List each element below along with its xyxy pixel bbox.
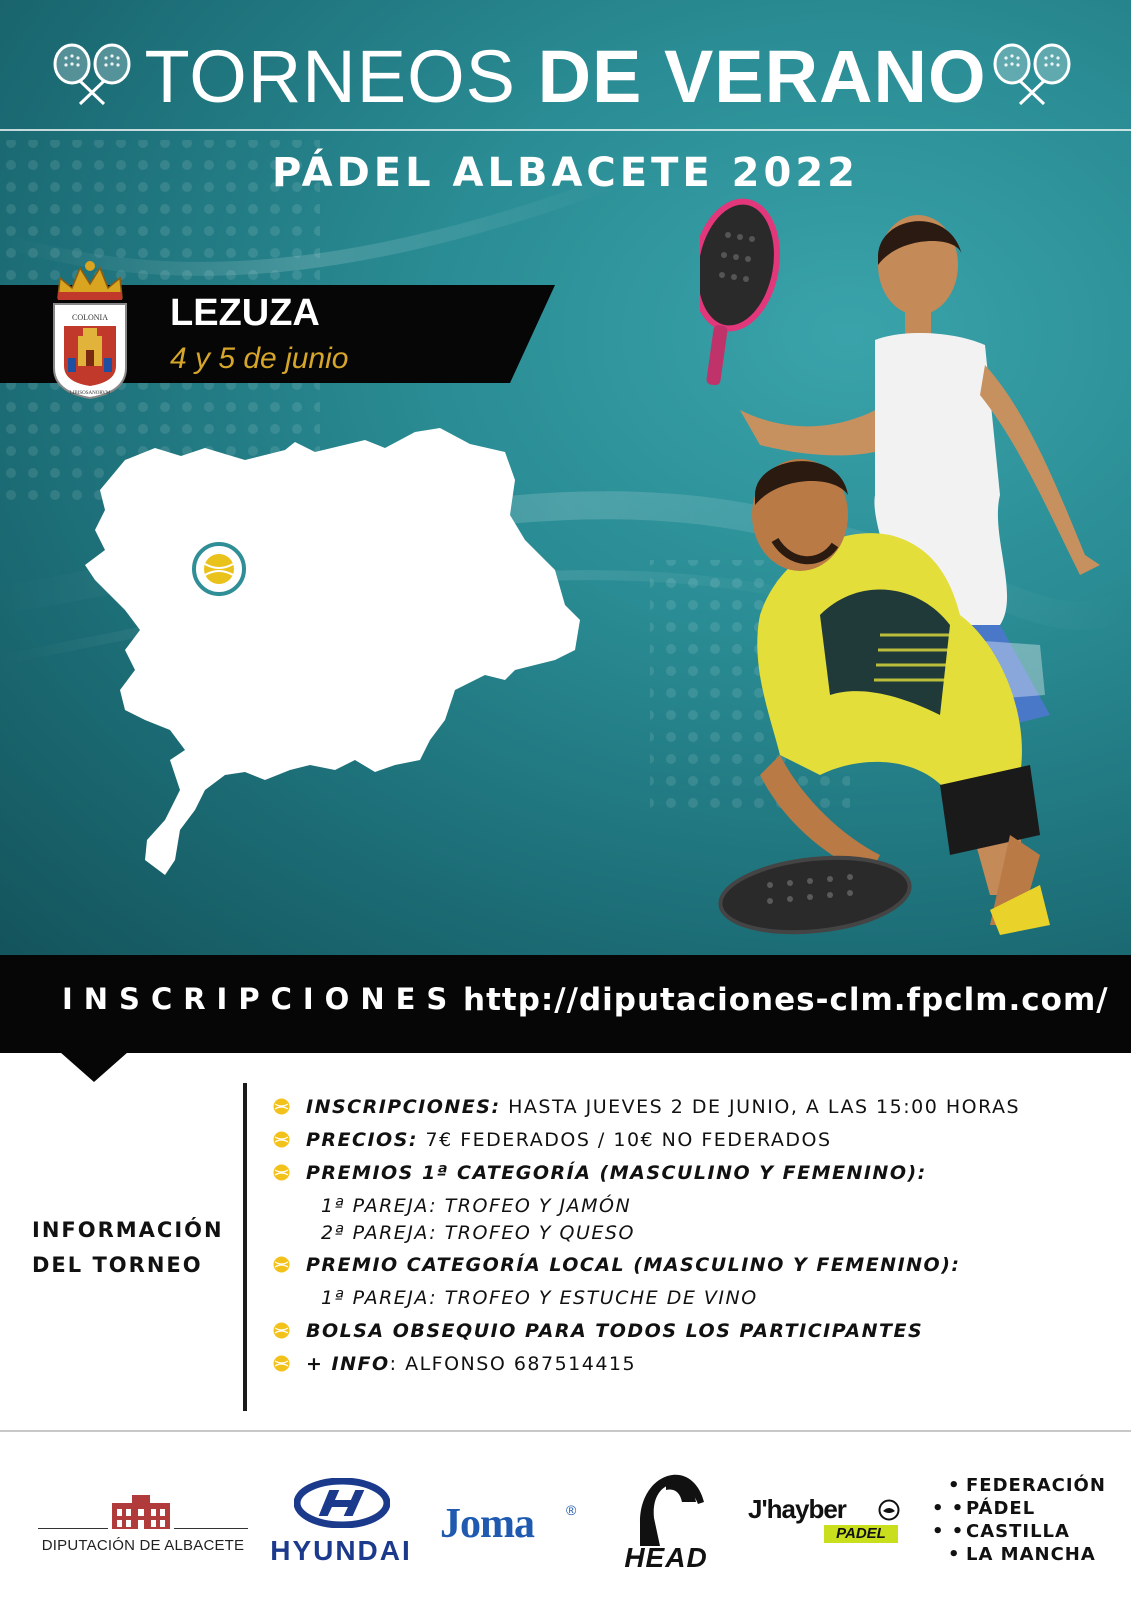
crest-bottom-text: LIBISOSANORVM <box>69 391 111 396</box>
diputacion-name: DIPUTACIÓN DE ALBACETE <box>41 1537 245 1554</box>
info-item-value: : ALFONSO 687514415 <box>389 1353 637 1375</box>
federacion-dot-icon: • <box>948 1475 961 1496</box>
crest-top-text: COLONIA <box>72 313 108 322</box>
federacion-text: CASTILLA <box>966 1521 1070 1542</box>
hyundai-logo-icon <box>294 1478 390 1528</box>
info-item-label: INSCRIPCIONES: <box>306 1096 501 1118</box>
sponsor-federacion-padel-clm <box>926 1475 1126 1585</box>
head-wordmark: HEAD <box>624 1542 708 1573</box>
sponsor-jhayber <box>748 1494 903 1554</box>
federacion-line <box>926 1498 1126 1522</box>
info-item-label: PREMIO CATEGORÍA LOCAL (MASCULINO Y FEMENINO): <box>306 1254 961 1276</box>
padel-players-illustration <box>700 195 1131 955</box>
sponsor-hyundai <box>266 1478 416 1570</box>
lezuza-coat-of-arms <box>50 258 130 400</box>
federacion-text: LA MANCHA <box>966 1544 1096 1565</box>
padel-ball-marker-icon <box>194 544 244 594</box>
info-item-label: PRECIOS: <box>306 1129 418 1151</box>
title-divider <box>0 129 1131 131</box>
title-bold: DE VERANO <box>537 35 987 118</box>
joma-wordmark: Joma <box>440 1501 534 1547</box>
info-item-label: + INFO <box>306 1353 390 1375</box>
jhayber-emblem-icon <box>878 1499 900 1521</box>
poster-title <box>0 32 1131 122</box>
info-subitem-text: 2ª PAREJA: TROFEO Y QUESO <box>321 1222 635 1244</box>
crossed-padel-rackets-icon <box>988 42 1076 106</box>
diputacion-building-icon <box>108 1495 174 1529</box>
yellow-ball-bullet-icon <box>273 1256 290 1273</box>
federacion-text: PÁDEL <box>966 1498 1036 1519</box>
poster-subtitle: PÁDEL ALBACETE 2022 <box>272 150 859 196</box>
head-logo-icon <box>620 1462 712 1546</box>
info-vertical-divider <box>243 1083 247 1411</box>
title-light: TORNEOS <box>144 35 517 118</box>
federacion-line <box>926 1521 1126 1545</box>
sponsor-joma <box>440 1500 580 1550</box>
sponsor-head <box>600 1462 732 1577</box>
venue-name: LEZUZA <box>170 292 320 334</box>
diputacion-rule-left <box>38 1528 108 1529</box>
joma-registered-mark: ® <box>566 1502 577 1518</box>
sponsors-divider <box>0 1430 1131 1432</box>
info-subitem-text: 1ª PAREJA: TROFEO Y JAMÓN <box>321 1195 632 1217</box>
yellow-ball-bullet-icon <box>273 1322 290 1339</box>
yellow-ball-bullet-icon <box>273 1355 290 1372</box>
info-item-label: BOLSA OBSEQUIO PARA TODOS LOS PARTICIPANTES <box>306 1320 924 1342</box>
federacion-dot-icon: • • <box>932 1498 965 1519</box>
yellow-ball-bullet-icon <box>273 1164 290 1181</box>
info-item-label: PREMIOS 1ª CATEGORÍA (MASCULINO Y FEMENINO): <box>306 1162 927 1184</box>
yellow-ball-bullet-icon <box>273 1098 290 1115</box>
venue-date: 4 y 5 de junio <box>170 342 349 375</box>
albacete-province-map <box>85 420 605 890</box>
info-item-value: HASTA JUEVES 2 DE JUNIO, A LAS 15:00 HORAS <box>500 1096 1021 1118</box>
registration-band-notch <box>60 1052 128 1082</box>
info-heading-line2: DEL TORNEO <box>32 1253 203 1277</box>
info-heading <box>32 1213 232 1283</box>
registration-label: INSCRIPCIONES <box>62 982 459 1016</box>
info-item-value: 7€ FEDERADOS / 10€ NO FEDERADOS <box>417 1129 832 1151</box>
federacion-dot-icon: • • <box>932 1521 965 1542</box>
federacion-text: FEDERACIÓN <box>966 1475 1106 1496</box>
hyundai-wordmark: HYUNDAI <box>270 1535 412 1566</box>
yellow-ball-bullet-icon <box>273 1131 290 1148</box>
diputacion-rule-right <box>174 1528 248 1529</box>
sponsor-diputacion-albacete <box>38 1495 248 1555</box>
info-subitem-text: 1ª PAREJA: TROFEO Y ESTUCHE DE VINO <box>321 1287 758 1309</box>
registration-url-link[interactable]: http://diputaciones-clm.fpclm.com/ <box>463 982 1109 1018</box>
jhayber-wordmark: J'hayber <box>748 1494 846 1524</box>
federacion-dot-icon: • <box>948 1544 961 1565</box>
jhayber-padel-tag: PADEL <box>824 1525 898 1543</box>
federacion-line <box>926 1544 1126 1568</box>
federacion-line <box>926 1475 1126 1499</box>
info-heading-line1: INFORMACIÓN <box>32 1218 224 1242</box>
